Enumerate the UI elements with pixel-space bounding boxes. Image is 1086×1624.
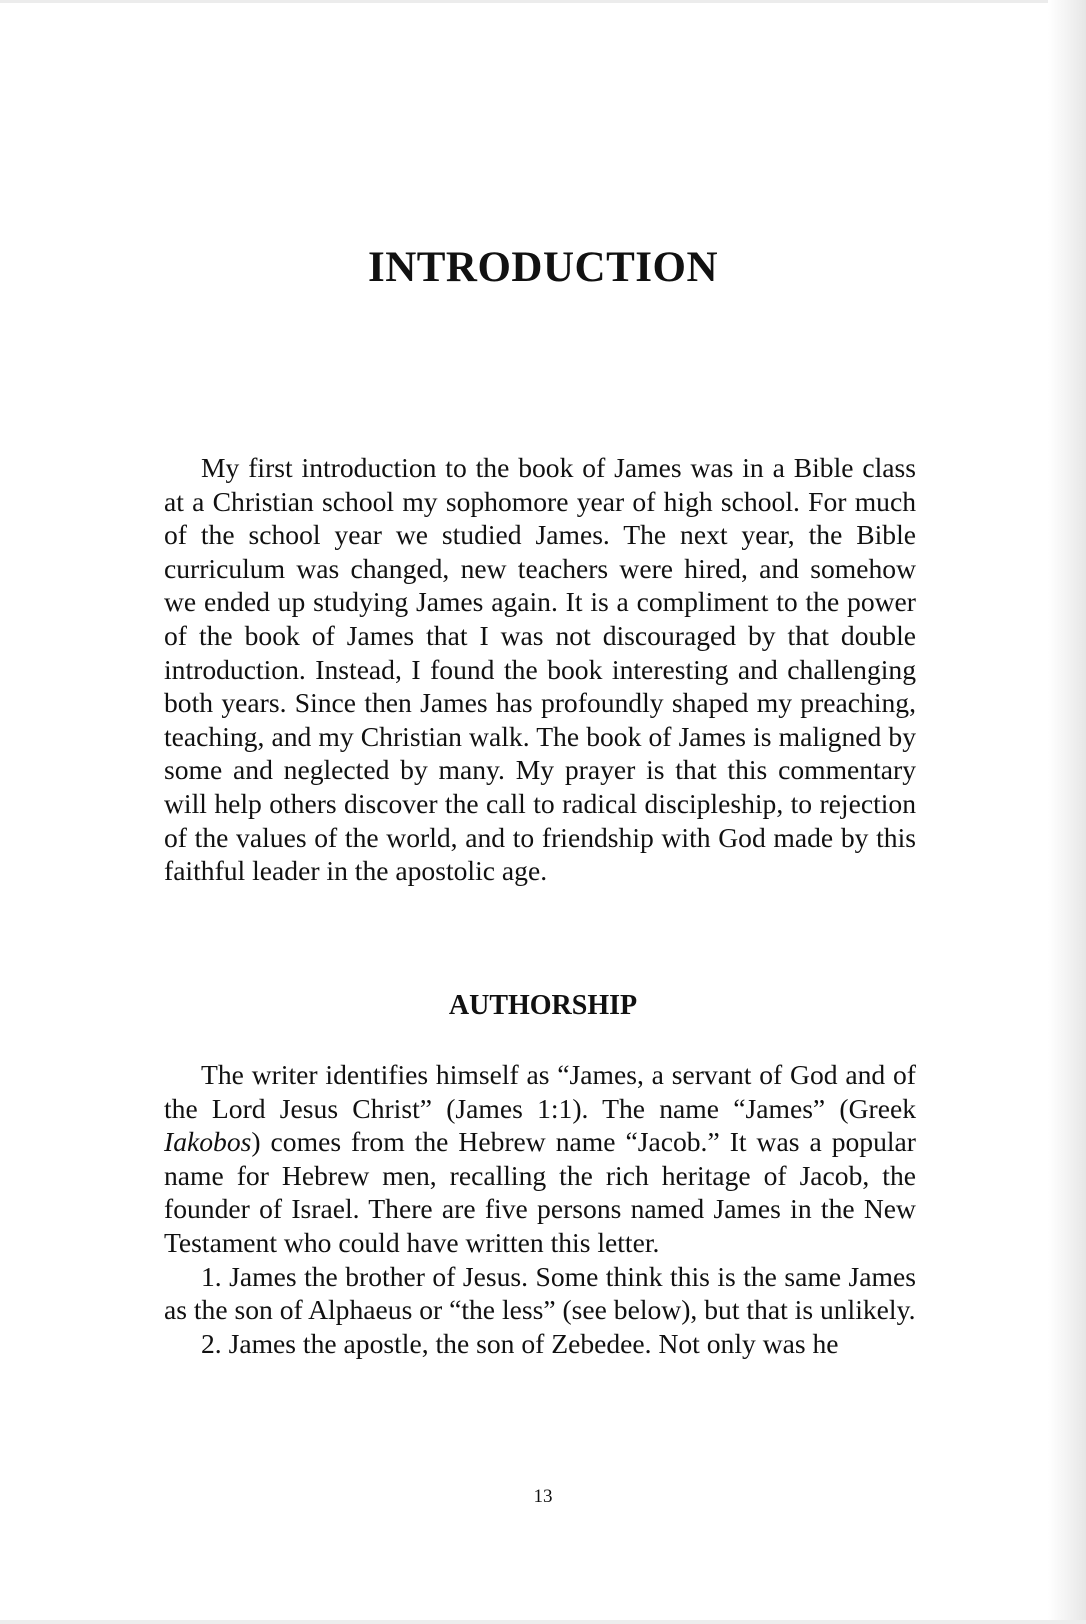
greek-term-italic: Iakobos xyxy=(164,1126,252,1158)
authorship-text-before-italic: The writer identifies himself as “James, a servant of God and of the Lord Jesus Christ” (James 1:1). The name “James” (Greek xyxy=(164,1059,916,1124)
list-item-james-apostle: 2. James the apostle, the son of Zebedee. Not only was he xyxy=(201,1327,839,1359)
intro-paragraph: My first introduction to the book of James was in a Bible class at a Christian school my sophomore year of high school. For much of the school year we studied James. The next year, the Bible curriculum was changed, new teachers were hired, and somehow we ended up studying James again. It is a compliment to the power of the book of James that I was not discouraged by that double introduction. Instead, I found the book interesting and challenging both years. Since then James has profoundly shaped my preaching, teaching, and my Christian walk. The book of James is maligned by some and neglected by many. My prayer is that this commentary will help others discover the call to radical discipleship, to rejection of the values of the world, and to friendship with God made by this faithful leader in the apostolic age. xyxy=(164,452,916,887)
page-number: 13 xyxy=(533,1486,553,1507)
chapter-title: INTRODUCTION xyxy=(367,244,719,291)
authorship-body xyxy=(164,1058,916,1360)
page-top-edge xyxy=(0,0,1086,3)
section-heading-authorship: AUTHORSHIP xyxy=(448,990,638,1021)
page-bottom-edge xyxy=(0,1620,1086,1624)
intro-body xyxy=(164,451,916,888)
authorship-paragraph xyxy=(164,1058,916,1260)
authorship-text-after-italic: ) comes from the Hebrew name “Jacob.” It was a popular name for Hebrew men, recalling the rich heritage of Jacob, the founder of Israel. There are five persons named James in the New Testament who could have written this letter. xyxy=(164,1126,916,1258)
list-item-james-brother: 1. James the brother of Jesus. Some think this is the same James as the son of Alphaeus or “the less” (see below), but that is unlikely. xyxy=(164,1260,916,1326)
